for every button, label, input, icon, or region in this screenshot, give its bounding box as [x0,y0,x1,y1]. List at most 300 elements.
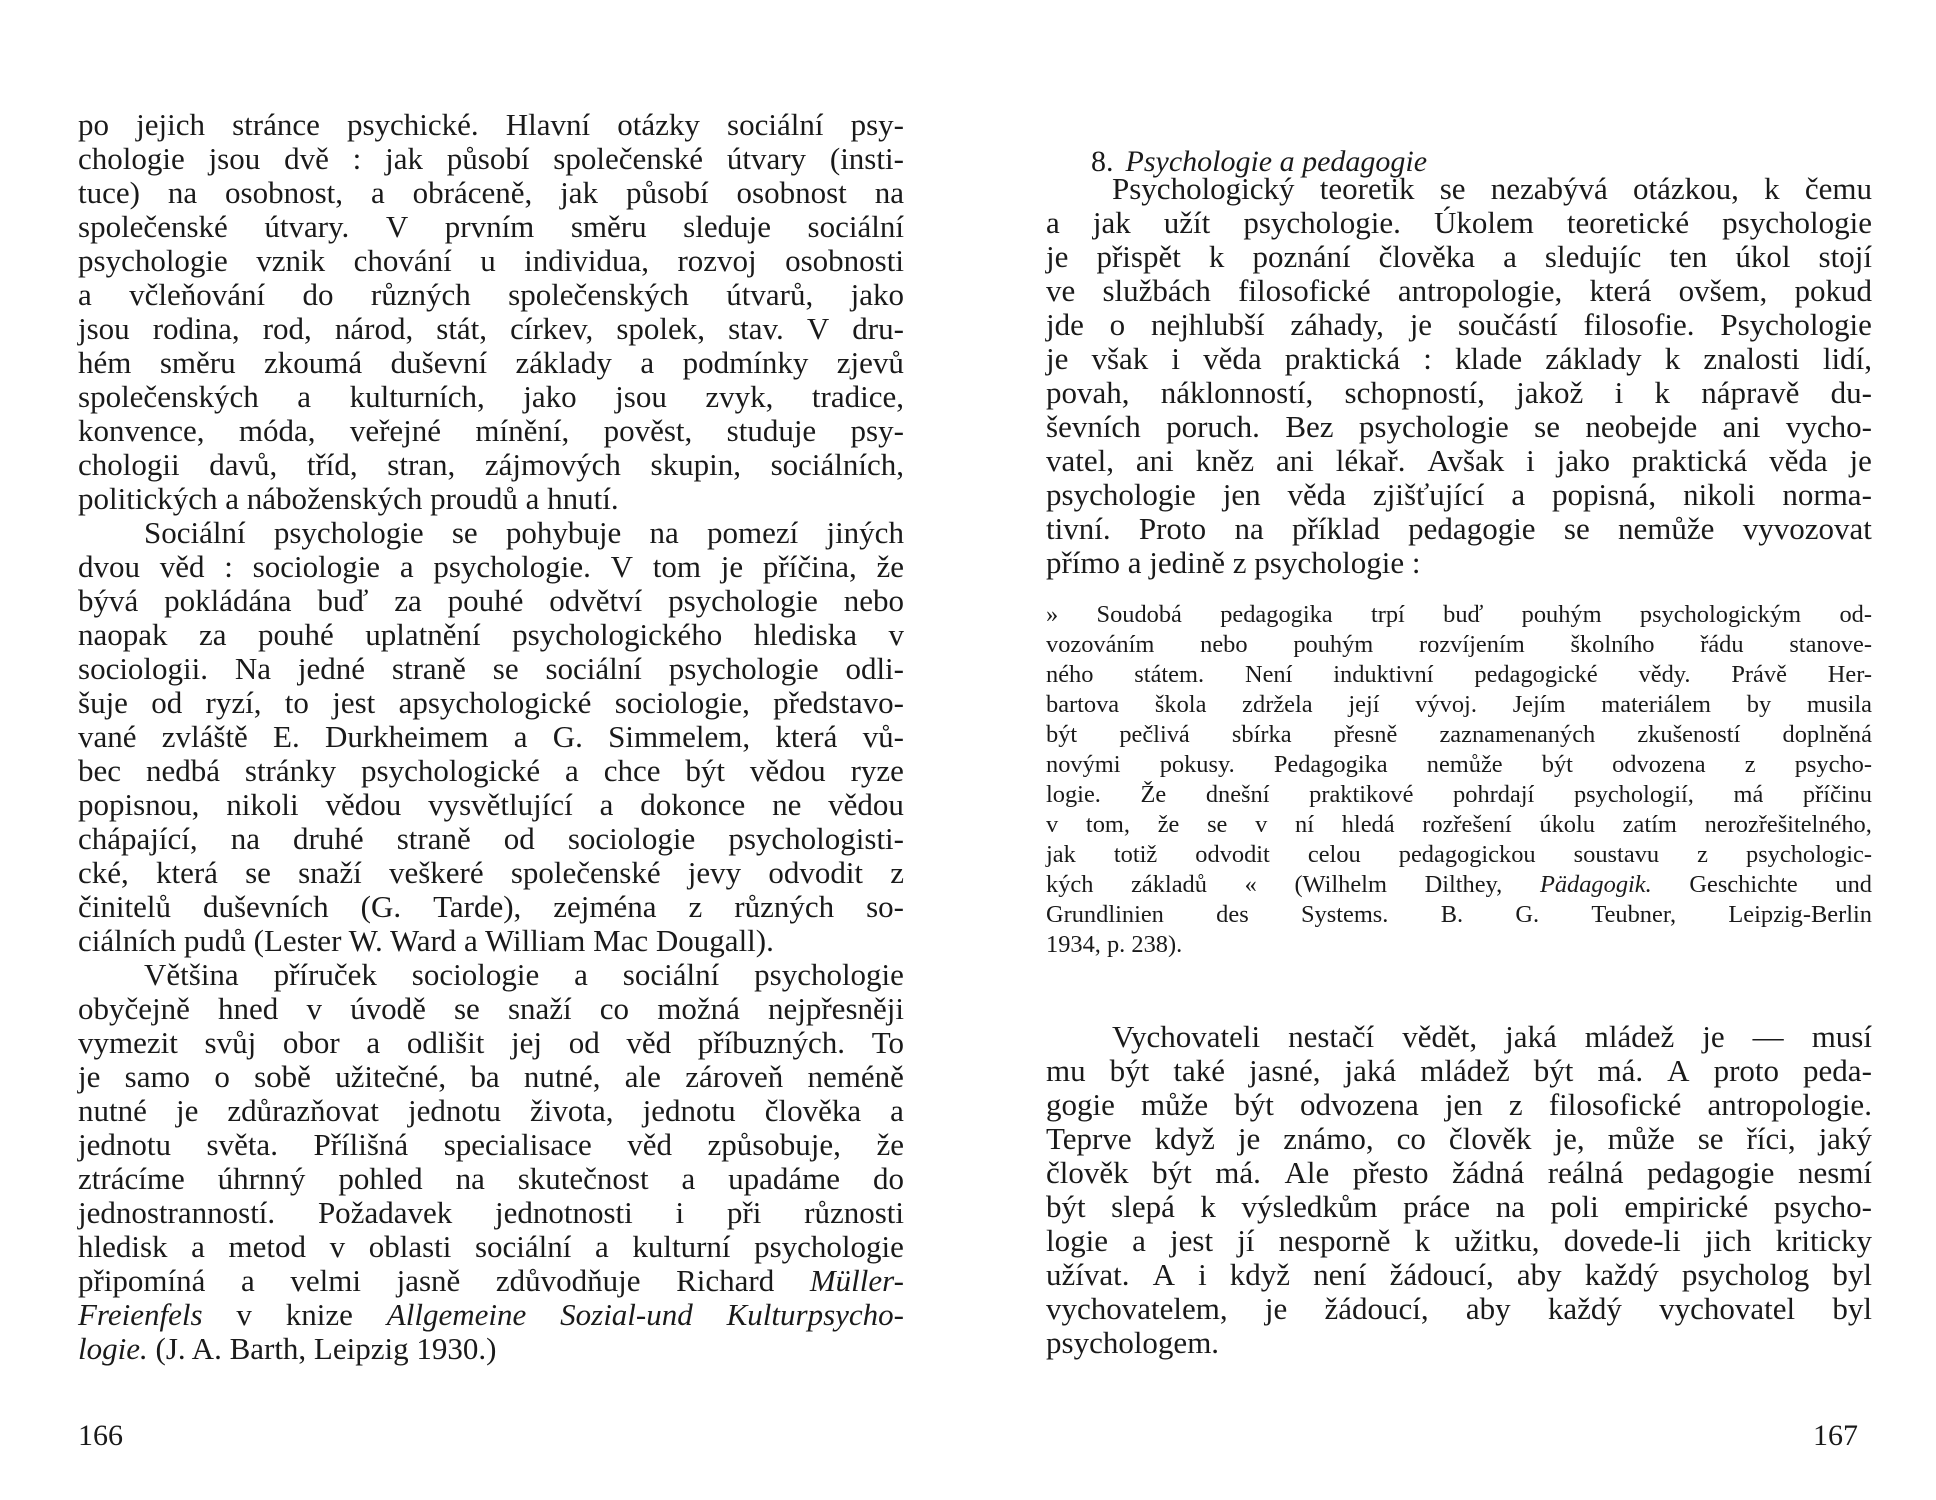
text-segment: 1934, p. 238). [1046,931,1183,958]
text-word: na [455,1161,485,1196]
text-word: Müller- [809,1263,904,1298]
text-word: stát, [436,311,488,346]
text-word: specialisace [443,1127,592,1162]
text-word: věd [627,1127,672,1162]
text-word: v [888,617,904,652]
text-line [1046,630,1872,660]
text-word: Sociální [144,515,246,550]
text-word: jich [1704,1223,1752,1258]
text-word: a [599,787,614,822]
text-word: ani [1722,409,1761,444]
text-word: věd [159,549,205,584]
text-line [1046,172,1872,206]
text-word: na [1495,1189,1525,1224]
text-word: skupin, [650,447,741,482]
text-word: útvary. [264,209,350,244]
text-word: « [1244,871,1257,898]
text-word: rozřešení [1422,811,1512,838]
text-word: tříd, [306,447,358,482]
text-word: sociální [807,209,904,244]
text-word: působí [446,141,530,176]
text-word: Freienfels [78,1297,203,1332]
text-word: stojí [1818,239,1872,274]
text-word: spolek, [616,311,706,346]
text-word: jednotu [78,1127,171,1162]
text-word: popisná, [1552,477,1657,512]
text-word: teoretické [1566,205,1690,240]
text-word: empirické [1624,1189,1749,1224]
text-word: Geschichte [1689,871,1798,898]
text-word: znalosti [1703,341,1800,376]
text-word: sociální [474,1229,572,1264]
text-word: rodina, [152,311,240,346]
text-word: zájmových [484,447,621,482]
text-line [78,278,904,312]
text-word: ani [1276,443,1314,478]
text-word: to [284,685,309,720]
text-line [1046,1088,1872,1122]
text-word: pedagogickou [1398,841,1536,868]
text-word: pomezí [706,515,799,550]
text-word: tivní. [1046,511,1111,546]
text-word: des [1216,901,1249,928]
text-word: dovede-li [1563,1223,1681,1258]
text-word: ryze [850,753,904,788]
text-word: za [394,583,422,618]
text-word: vývoj. [1415,691,1477,718]
text-word: druhé [293,821,364,856]
text-word: Pädagogik. [1539,871,1652,898]
text-line [78,312,904,346]
text-word: jednotu [407,1093,501,1128]
text-word: metod [228,1229,307,1264]
text-word: při [726,1195,762,1230]
text-word: sociální [622,957,720,992]
text-word: nutné, [523,1059,601,1094]
text-word: je [1237,1121,1261,1156]
text-word: vznik [256,243,326,278]
text-word: chologie [78,141,185,176]
text-word: ve [1046,273,1076,308]
text-word: pohybuje [505,515,622,550]
text-line [78,1128,904,1162]
text-word: k [1414,1223,1431,1258]
text-word: vyvozovat [1742,511,1872,546]
text-word: mládež [1420,1053,1510,1088]
text-word: ani [1135,443,1174,478]
text-word: na [649,515,679,550]
text-word: buď [317,583,369,618]
text-word: tom, [1085,811,1130,838]
text-word: psychologisti- [728,821,904,856]
text-word: V [806,311,830,346]
text-word: a [370,175,385,210]
text-word: pedagogické [1474,661,1598,688]
text-word: v [306,991,322,1026]
text-word: a [1132,1223,1146,1258]
text-word: psychické. [346,107,479,142]
text-word: Na [234,651,272,686]
text-word: psychologie [668,651,819,686]
text-word: stanove- [1789,631,1872,658]
text-word: známo, [1283,1121,1374,1156]
text-word: tuce) [78,175,140,210]
text-word: jasné, [1249,1053,1321,1088]
text-word: směru [570,209,647,244]
text-word: z [1744,751,1756,778]
text-word: a [241,1263,255,1298]
text-word: celou [1307,841,1361,868]
text-word: působí [625,175,709,210]
text-line [78,1060,904,1094]
text-word: vědou [325,787,402,822]
text-line [78,448,904,482]
text-word: se [1534,409,1560,444]
text-word: sociologie [252,549,381,584]
text-word: stránce [232,107,320,142]
text-word: na [167,175,198,210]
text-word: bec [78,753,122,788]
text-word: Her- [1827,661,1872,688]
text-word: gogie [1046,1087,1115,1122]
text-word: nejhlubší [1150,307,1265,342]
text-line [78,1298,904,1332]
text-word: ztrácíme [78,1161,185,1196]
text-line [78,1162,904,1196]
text-word: nerozřešitelného, [1704,811,1872,838]
text-word: má [1733,781,1764,808]
text-word: V [610,549,634,584]
text-line [1046,720,1872,750]
text-word: snaží [298,855,362,890]
text-word: by [1746,691,1772,718]
text-word: chování [353,243,452,278]
text-word: věda [1203,341,1262,376]
text-word: o [214,1059,230,1094]
text-word: a [513,719,528,754]
text-word: novými [1046,751,1121,778]
text-word: sociální [727,107,824,142]
text-segment: ciálních pudů (Lester W. Ward a William Mac Dougall). [78,923,774,958]
text-word: proto [1713,1053,1779,1088]
text-word: veřejné [349,413,442,448]
text-line [1046,780,1872,810]
text-word: zvyk, [705,379,774,414]
text-word: Že [1140,781,1167,808]
text-word: stránky [244,753,337,788]
text-word: kněz [1195,443,1255,478]
text-word: a [1503,239,1517,274]
text-word: se [492,651,519,686]
text-word: nutné [78,1093,147,1128]
text-word: lékař. [1335,443,1406,478]
section-title: Psychologie a pedagogie [1125,145,1428,178]
text-line [78,754,904,788]
text-word: popisnou, [78,787,200,822]
text-line [1046,900,1872,930]
text-word: so- [866,889,904,924]
text-line [1046,410,1872,444]
text-word: psychologie. [1243,205,1401,240]
text-word: kulturních, [349,379,485,414]
text-word: jak [1046,841,1076,868]
text-word: také [1173,1053,1225,1088]
text-word: nemůže [1618,511,1715,546]
text-word: velmi [290,1263,361,1298]
text-word: za [199,617,227,652]
text-word: Požadavek [317,1195,453,1230]
text-word: jako [1556,443,1611,478]
text-word: sociologii. [78,651,209,686]
text-word: povah, [1046,375,1130,410]
text-word: se [451,515,478,550]
text-line [1046,342,1872,376]
text-word: být [1046,1189,1086,1224]
text-word: (insti- [829,141,904,176]
text-word: záhady, [1290,307,1384,342]
text-line [1046,870,1872,900]
text-word: byl [1832,1291,1872,1326]
text-line [1046,1122,1872,1156]
text-line [78,652,904,686]
text-line [78,142,904,176]
text-line [78,244,904,278]
text-word: ba [470,1059,500,1094]
text-word: Kulturpsycho- [726,1297,904,1332]
text-word: příčina, [762,549,857,584]
text-word: samo [124,1059,191,1094]
text-word: říci, [1746,1121,1796,1156]
text-word: z [890,855,904,890]
text-line [1046,1020,1872,1054]
text-word: hlediska [753,617,857,652]
text-word: Richard [676,1263,775,1298]
text-word: věd [626,1025,672,1060]
text-word: představo- [773,685,904,720]
text-line [78,1230,904,1264]
text-word: být [685,753,726,788]
text-word: dru- [852,311,904,346]
text-word: sociálních, [770,447,904,482]
text-word: rozvoj [677,243,757,278]
text-word: sobě [254,1059,311,1094]
text-word: zkušeností [1637,721,1741,748]
text-segment: (J. A. Barth, Leipzig 1930.) [147,1331,497,1366]
text-word: A [1152,1257,1175,1292]
text-word: G. [1515,901,1540,928]
text-word: světa. [206,1127,278,1162]
text-word: je [1849,443,1872,478]
text-word: která [775,719,838,754]
text-word: móda, [238,413,316,448]
text-word: ne [772,787,802,822]
text-word: základů [1131,871,1207,898]
text-word: vědy. [1638,661,1691,688]
text-word: odvodit [1195,841,1270,868]
text-line [78,788,904,822]
text-word: obor [282,1025,340,1060]
text-word: jej [511,1025,543,1060]
section-heading [1046,108,1872,178]
text-word: hledá [1341,811,1395,838]
text-word: sociologie, [614,685,750,720]
text-word: Většina [144,957,239,992]
text-line [78,482,904,516]
text-word: jen [1222,477,1261,512]
text-word: naopak [78,617,168,652]
right-text-column [1046,108,1872,1360]
text-word: odli- [845,651,904,686]
text-word: příbuzných. [697,1025,846,1060]
text-word: duševní [390,345,488,380]
text-word: jsou [208,141,261,176]
text-word: včleňování [129,277,266,312]
text-word: obráceně, [412,175,533,210]
text-word: Jejím [1512,691,1566,718]
text-word: filosofické [1548,1087,1682,1122]
text-word: od [503,821,535,856]
text-word: je [78,1059,101,1094]
text-word: i [1198,1257,1207,1292]
text-word: nesmí [1797,1155,1872,1190]
text-word: být [1109,1053,1150,1088]
text-line [1046,1190,1872,1224]
left-text-column [78,108,904,1366]
text-word: je, [1554,1121,1585,1156]
text-word: individua, [524,243,649,278]
text-word: útvary [726,141,807,176]
text-word: psychologie. [433,549,591,584]
text-word: vychovatelem, [1046,1291,1228,1326]
text-word: mládež [1584,1019,1675,1054]
text-word: základy [515,345,612,380]
text-word: stav. [728,311,784,346]
text-word: rod, [262,311,312,346]
text-line [1046,308,1872,342]
text-word: odvozena [1300,1087,1419,1122]
text-word: v [1046,811,1059,838]
text-word: může [1141,1087,1209,1122]
text-word: zvláště [161,719,248,754]
text-word: příruček [273,957,377,992]
text-word: národ, [334,311,414,346]
text-word: Teprve [1046,1121,1132,1156]
text-word: psychologického [512,617,723,652]
text-word: různosti [804,1195,904,1230]
text-word: klade [1454,341,1523,376]
text-word: nikoli [226,787,299,822]
text-word: zkoumá [264,345,363,380]
text-word: jsou [615,379,667,414]
text-word: je [1702,1019,1725,1054]
text-word: oblasti [368,1229,452,1264]
text-word: otázky [617,107,700,142]
text-word: teoretik [1319,171,1415,206]
text-word: se [1207,811,1228,838]
text-line [1046,810,1872,840]
text-word: dnešní [1205,781,1270,808]
text-word: jaká [1505,1019,1557,1054]
text-word: otázkou, [1633,171,1739,206]
text-line [1046,478,1872,512]
text-word: společenské [553,141,704,176]
text-word: nápravě [1701,375,1800,410]
text-word: různých [734,889,835,924]
text-word: psy- [850,413,904,448]
text-word: Allgemeine [386,1297,527,1332]
text-word: od- [1839,601,1872,628]
text-word: V [385,209,409,244]
text-line [78,108,904,142]
text-word: způsobuje, [707,1127,841,1162]
text-word: vymezit [78,1025,178,1060]
text-word: psychologie [1046,477,1196,512]
text-word: k [1208,239,1225,274]
text-word: : [1423,341,1432,376]
text-word: jako [523,379,577,414]
text-word: není [1313,1257,1367,1292]
text-word: slepá [1111,1189,1175,1224]
text-word: vycho- [1785,409,1872,444]
text-line [78,516,904,550]
text-word: doplněná [1782,721,1872,748]
text-word: příklad [1292,511,1380,546]
text-word: jest [332,685,376,720]
text-word: Simmelem, [608,719,751,754]
text-line [78,1196,904,1230]
text-word: upadáme [728,1161,841,1196]
text-word: jaká [1344,1053,1397,1088]
text-word: praktikové [1309,781,1414,808]
text-word: jednostranností. [78,1195,276,1230]
text-word: jiných [826,515,904,550]
text-word: norma- [1782,477,1872,512]
text-word: vědou [828,787,904,822]
text-word: o [1109,307,1126,342]
text-word: ní [1295,811,1315,838]
text-word: kulturní [632,1229,731,1264]
text-word: chápající, [78,821,198,856]
text-word: úkolu [1539,811,1595,838]
text-word: vů- [862,719,904,754]
text-word: a [1511,477,1526,512]
text-word: Pedagogika [1273,751,1388,778]
text-word: když [1154,1121,1215,1156]
text-line [78,176,904,210]
text-word: součástí [1457,307,1558,342]
text-line [1046,512,1872,546]
text-word: sleduje [683,209,771,244]
text-word: věda [1287,477,1347,512]
text-word: v [329,1229,346,1264]
text-word: co [599,991,630,1026]
text-word: jakož [1516,375,1584,410]
text-word: přispět [1096,239,1181,274]
text-word: užitku, [1454,1223,1540,1258]
text-word: reálná [1547,1155,1624,1190]
text-word: společenské [510,855,661,890]
text-word: straně [396,821,471,856]
text-word: k [1654,375,1670,410]
text-word: aby [1465,1291,1511,1326]
text-word: Durkheimem [324,719,489,754]
text-word: na [230,821,260,856]
text-word: sociální [545,651,642,686]
text-word: Právě [1731,661,1787,688]
text-word: směru [159,345,236,380]
text-word: neobejde [1585,409,1698,444]
text-word: lidí, [1822,341,1872,376]
